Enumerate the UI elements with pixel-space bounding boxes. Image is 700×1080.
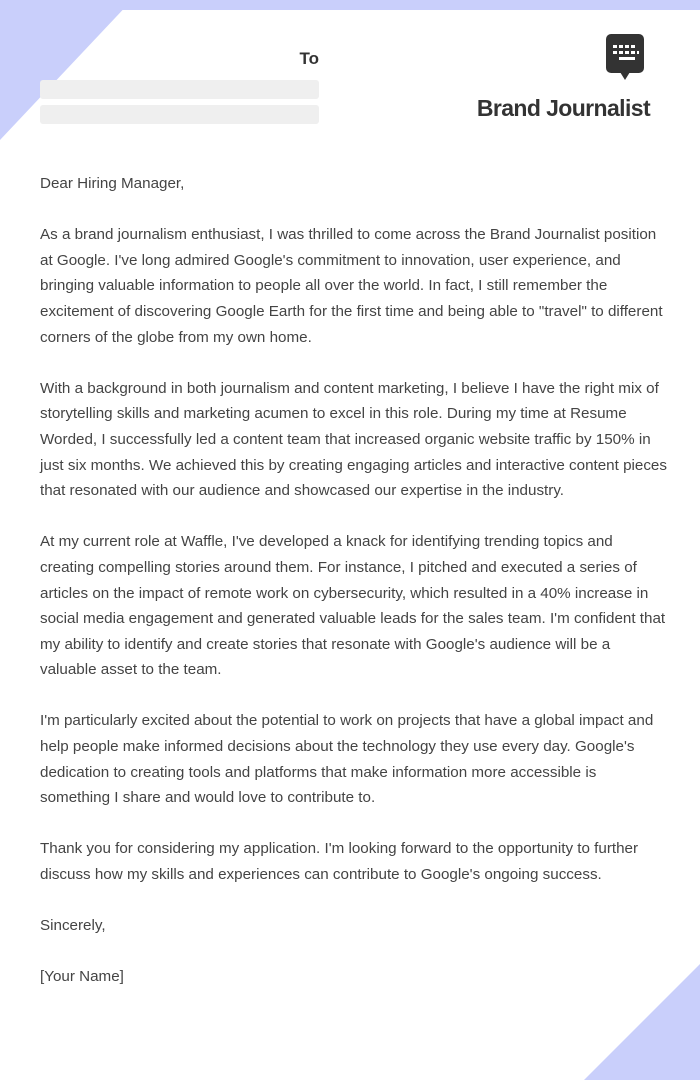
signature-placeholder: [Your Name] [40, 968, 124, 986]
recipient-placeholder-line-2 [40, 105, 319, 124]
body-paragraph: As a brand journalism enthusiast, I was thrilled to come across the Brand Journalist position at Google. I've long admired Google's commitment to innovation, user experience, and bringing valuable information to people all over the world. In fact, I still remember the excitement of discovering Google Earth for the first time and being able to "travel" to different corners of the globe from my own home. [40, 226, 663, 346]
body-paragraph: Thank you for considering my application. I'm looking forward to the opportunity to further discuss how my skills and experiences can contribute to Google's ongoing success. [40, 840, 639, 884]
recipient-placeholder-line-1 [40, 80, 319, 99]
salutation: Dear Hiring Manager, [40, 175, 185, 192]
body-paragraph: At my current role at Waffle, I've developed a knack for identifying trending topics and creating compelling stories around them. For instance, I pitched and executed a series of articles on the impact of remote work on cybersecurity, which resulted in a 40% increase in social media engagement and generated valuable leads for the sales team. I'm confident that my ability to identify and create stories that resonate with Google's audience will be a valuable asset to the team. [40, 533, 666, 679]
recipient-to-label: To [299, 49, 319, 68]
closing: Sincerely, [40, 917, 106, 935]
body-paragraph: I'm particularly excited about the potential to work on projects that have a global impact and help people make informed decisions about the technology they use every day. Google's dedication to creating tools and platforms that make information more accessible is something I share and would love to contribute to. [40, 712, 654, 807]
speech-bubble-keyboard-icon [606, 34, 644, 85]
body-paragraph: With a background in both journalism and content marketing, I believe I have the right mix of storytelling skills and marketing acumen to excel in this role. During my time at Resume Worded, I successfully led a content team that increased organic website traffic by 150% in just six months. We achieved this by creating engaging articles and interactive content pieces that resonated with our audience and showcased our expertise in the industry. [40, 379, 667, 500]
job-title: Brand Journalist [476, 95, 650, 121]
letter-body [40, 171, 668, 1016]
